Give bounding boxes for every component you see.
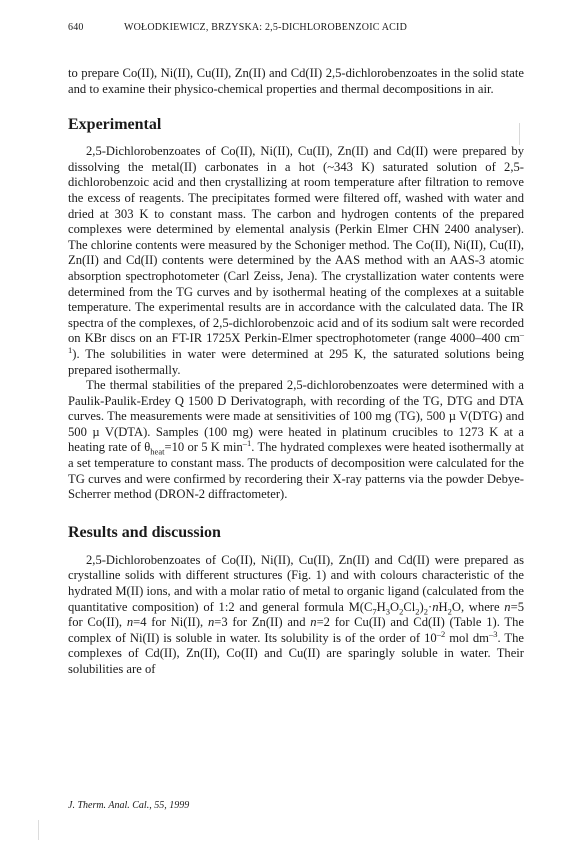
experimental-paragraph-1: [68, 144, 524, 378]
text-run: ): [419, 599, 424, 614]
scan-mark: [38, 820, 39, 840]
article-body: [68, 66, 524, 678]
page-number: 640: [68, 22, 84, 33]
text-run: 2,5-Dichlorobenzoates of Co(II), Ni(II), Cu(II), Zn(II) and Cd(II) were prepared as crystalline solids with different structures (Fig. 1) and with colours characteristic of the hydrated M(II) ions, and with a molar ratio of metal to organic ligand (calculated from the quantitative composition) of 1:2 and general formula M(C: [68, 552, 524, 614]
text-run: H: [438, 599, 448, 614]
intro-paragraph: to prepare Co(II), Ni(II), Cu(II), Zn(II) and Cd(II) 2,5-dichlorobenzoates in the solid state and to examine their physico-chemical properties and thermal decompositions in air.: [68, 66, 524, 96]
running-title: WOŁODKIEWICZ, BRZYSKA: 2,5-DICHLOROBENZOIC ACID: [124, 22, 407, 33]
subscript: 7: [372, 606, 377, 617]
italic-variable: n: [310, 615, 317, 630]
superscript: –1: [242, 438, 252, 449]
text-run: The thermal stabilities of the prepared 2,5-dichlorobenzoates were determined with a Paulik-Paulik-Erdey Q 1500 D Derivatograph, with recording of the TG, DTG and DTA curves. The measurements were made at sensitivities of 100 mg (TG), 500 µ V(DTG) and 500 µ V(DTA). Samples (100 mg) were heated in platinum crucibles to 1273 K at a heating rate of θ: [68, 378, 524, 455]
text-run: mol dm: [445, 630, 489, 645]
section-heading-experimental: Experimental: [68, 116, 162, 134]
subscript: 2: [399, 606, 404, 617]
text-run: O, where: [451, 599, 505, 614]
italic-variable: n: [504, 599, 511, 614]
text-run: =3 for Zn(II) and: [214, 615, 311, 630]
text-run: =10 or 5 K min: [164, 440, 243, 455]
experimental-paragraph-2: [68, 378, 524, 503]
subscript: 2: [447, 606, 452, 617]
text-run: =2 for Cu(II) and Cd(II) (Table 1). The complex of Ni(II) is soluble in water. Its solubility is of the order of 10: [68, 615, 524, 645]
subscript: 3: [385, 606, 391, 617]
text-run: ). The solubilities in water were determined at 295 K, the saturated solutions being prepared isothermally.: [68, 346, 524, 377]
subscript: heat: [150, 446, 165, 457]
text-run: =4 for Ni(II),: [133, 615, 208, 630]
italic-variable: n: [432, 599, 439, 614]
journal-page: [68, 0, 524, 844]
text-run: =5 for Co(II),: [68, 599, 524, 630]
superscript: –3: [488, 628, 498, 639]
subscript: 2: [423, 606, 428, 617]
results-paragraph-1: [68, 553, 524, 678]
subscript: 2: [415, 606, 420, 617]
text-run: O: [390, 599, 400, 614]
text-run: 2,5-Dichlorobenzoates of Co(II), Ni(II), Cu(II), Zn(II) and Cd(II) were prepared by dissolving the metal(II) carbonates in a hot (~343 K) saturated solution of 2,5-dichlorobenzoic acid and then crystallizing at room temperature after filtration to remove the excess of reagents. The precipitates formed were filtered off, washed with water and dried at 303 K to constant mass. The carbon and hydrogen contents of the prepared complexes were determined by elemental analysis (Perkin Elmer CHN 2400 analyser). The chlorine contents were measured by the Schoniger method. The Co(II), Ni(II), Cu(II), Zn(II) and Cd(II) contents were determined by the AAS method with an AAS-3 atomic absorption spectrophotometer (Carl Zeiss, Jena). The crystallization water contents were determined from the TG curves and by isothermal heating of the complexes at a suitable temperature. The experimental results are in accordance with the calculated data. The IR spectra of the complexes, of 2,5-dichlorobenzoic acid and of its sodium salt were recorded on KBr discs on an FT-IR 1725X Perkin-Elmer spectrophotometer (range 4000–400 cm: [68, 144, 524, 346]
section-heading-results: Results and discussion: [68, 523, 221, 541]
text-run: . The complexes of Cd(II), Zn(II), Co(II) and Cu(II) are sparingly soluble in water. Their solubilities are of: [68, 630, 524, 676]
running-header: [68, 22, 524, 36]
italic-variable: n: [207, 615, 215, 630]
superscript: –2: [436, 628, 446, 639]
italic-variable: n: [126, 615, 134, 630]
text-run: Cl: [403, 599, 416, 614]
text-run: . The hydrated complexes were heated isothermally at a set temperature to constant mass. The products of decomposition were calculated for the TG curves and were confirmed by recordering their X-ray patterns via the powder Debye-Scherrer method (DRON-2 diffractometer).: [68, 440, 524, 502]
journal-citation: J. Therm. Anal. Cal., 55, 1999: [68, 800, 190, 811]
text-run: H: [376, 599, 386, 614]
superscript: –1: [68, 329, 524, 355]
text-run: ·: [427, 599, 433, 614]
